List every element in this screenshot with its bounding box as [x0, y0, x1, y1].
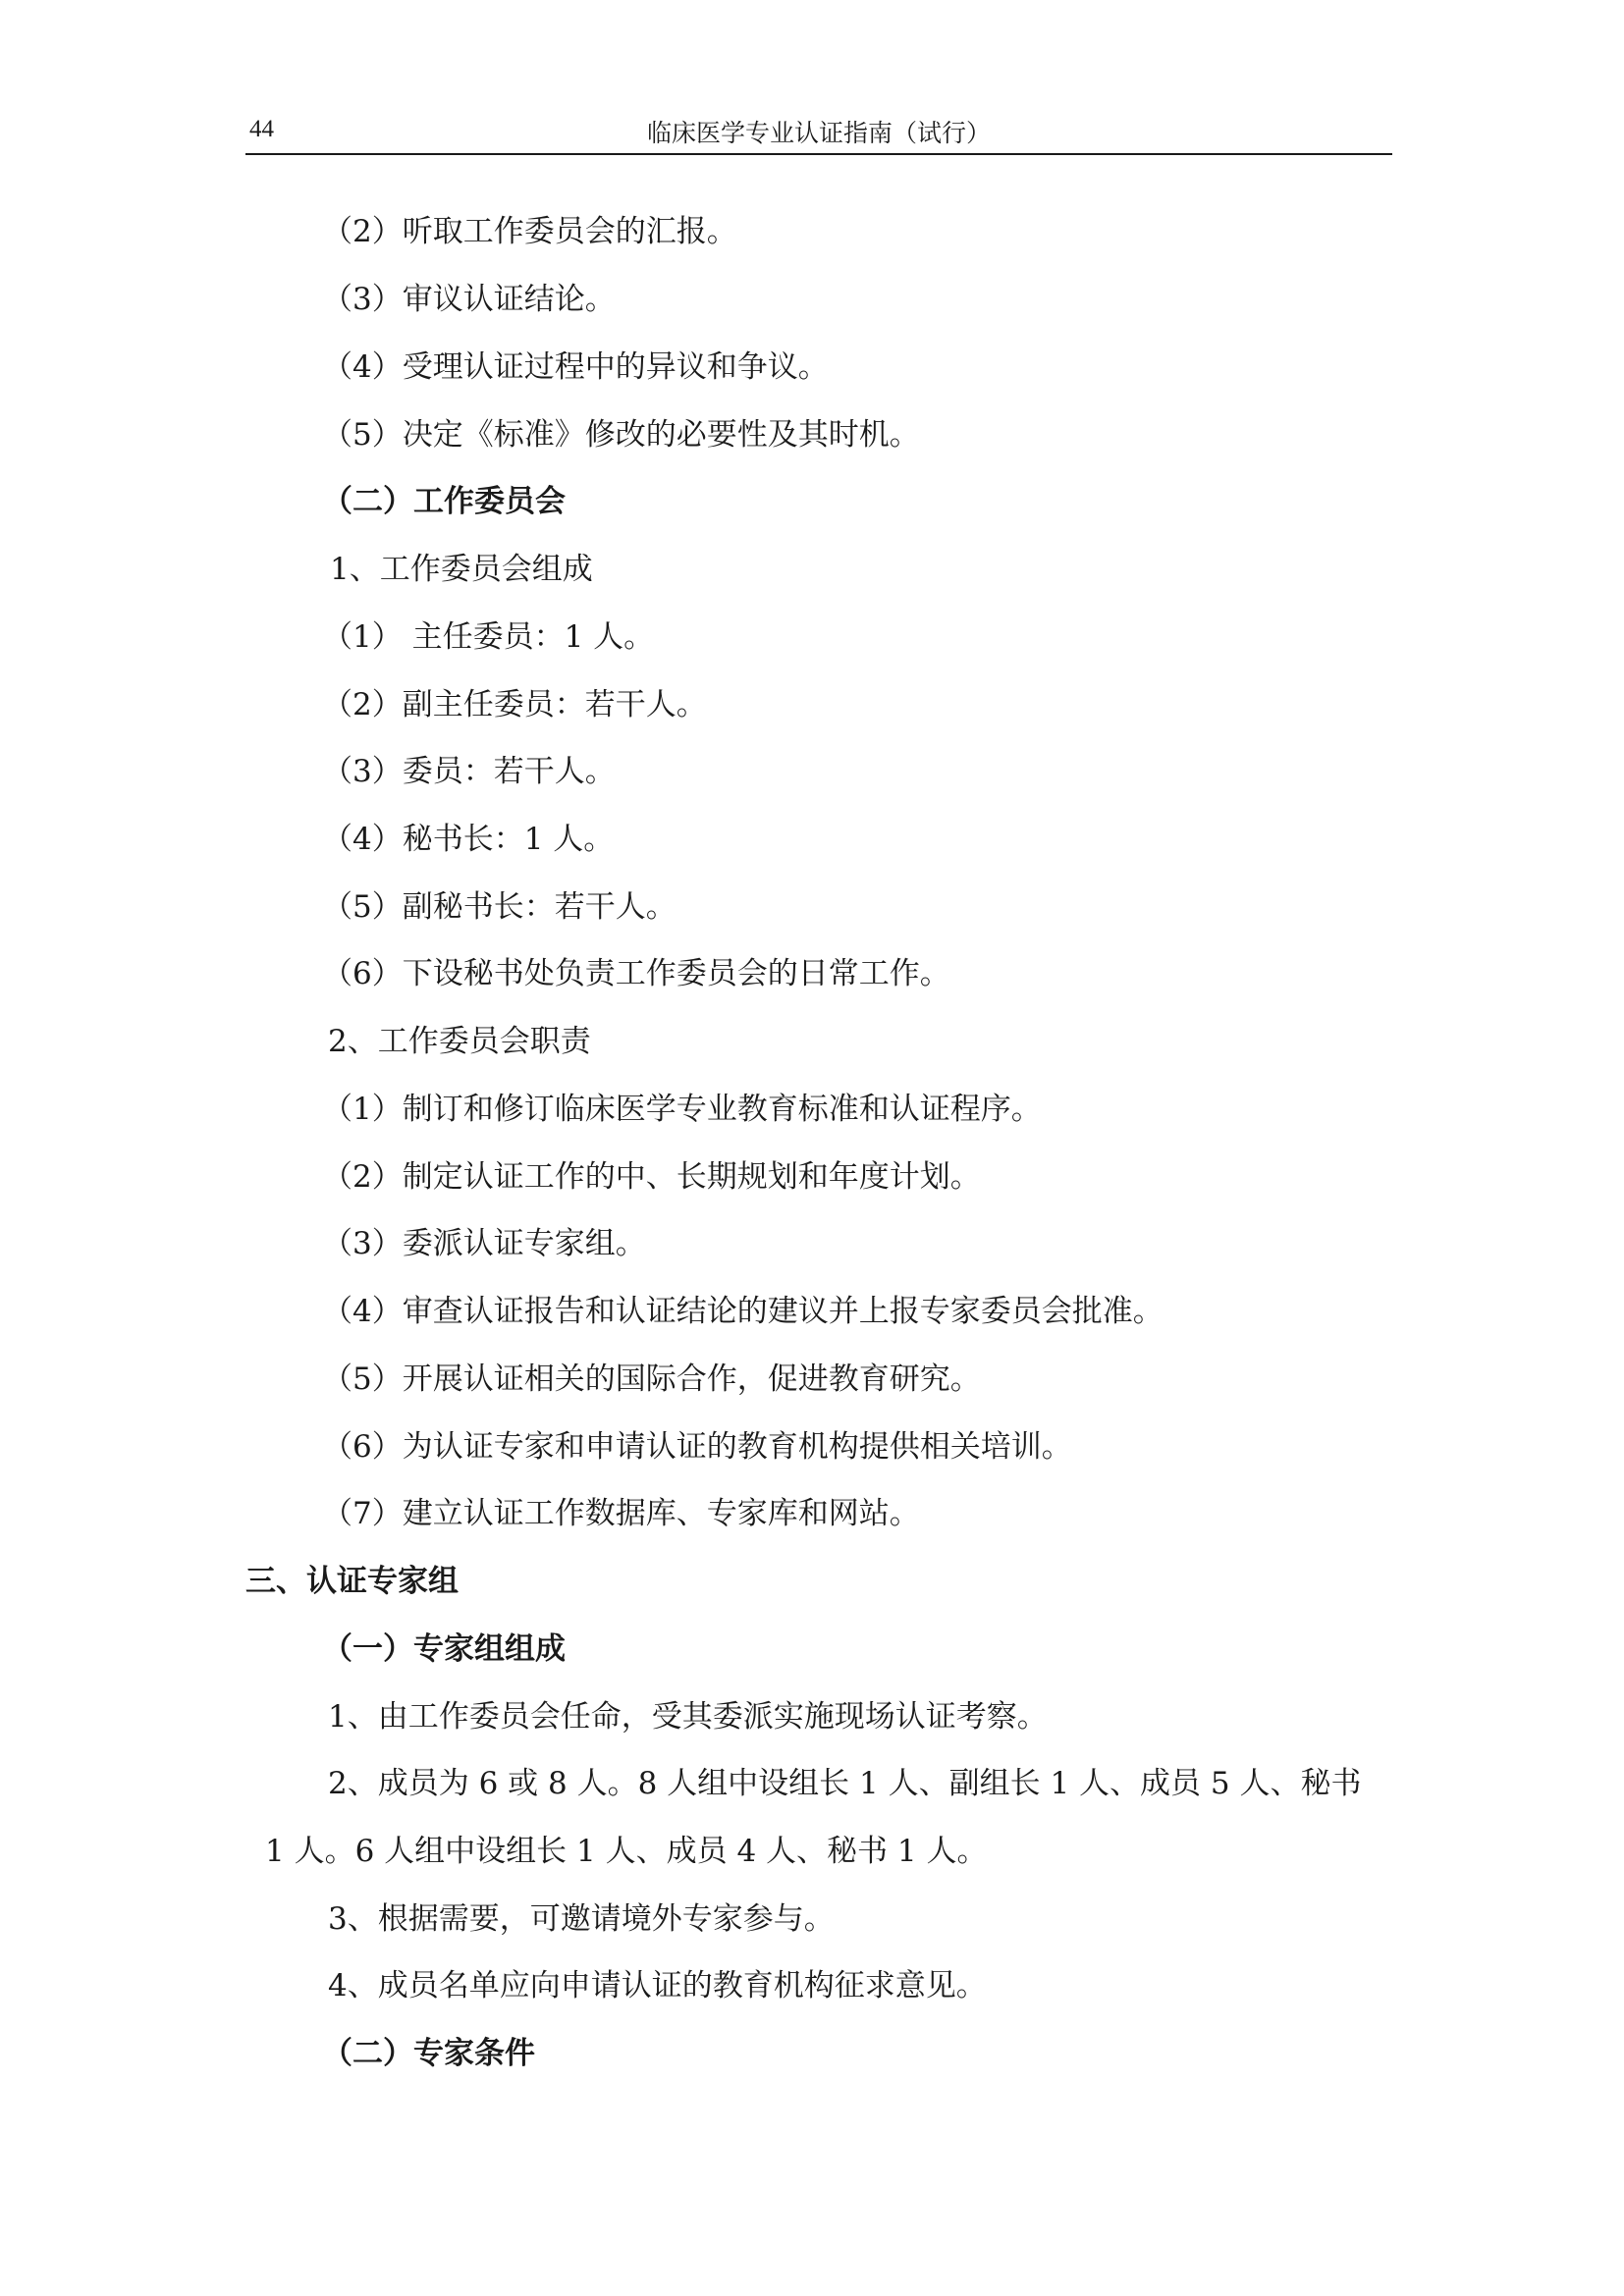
paragraph-line: （3）委派认证专家组。 — [322, 1226, 646, 1261]
paragraph-line: （5）决定《标准》修改的必要性及其时机。 — [322, 417, 920, 453]
paragraph-line: （5）开展认证相关的国际合作，促进教育研究。 — [322, 1362, 981, 1397]
paragraph-line: 2、成员为 6 或 8 人。8 人组中设组长 1 人、副组长 1 人、成员 5 人、秘书 — [328, 1766, 1362, 1801]
paragraph-line: 1 人。6 人组中设组长 1 人、成员 4 人、秘书 1 人。 — [265, 1834, 988, 1869]
page-number: 44 — [249, 116, 274, 142]
paragraph-line: 2、工作委员会职责 — [328, 1024, 591, 1059]
paragraph-line: （6）下设秘书处负责工作委员会的日常工作。 — [322, 956, 950, 991]
paragraph-line: （1）制订和修订临床医学专业教育标准和认证程序。 — [322, 1092, 1042, 1127]
paragraph-line: （2）听取工作委员会的汇报。 — [322, 214, 737, 249]
section-heading: （一）专家组组成 — [322, 1631, 566, 1667]
paragraph-line: （4）审查认证报告和认证结论的建议并上报专家委员会批准。 — [322, 1294, 1164, 1329]
paragraph-line: （5）副秘书长：若干人。 — [322, 889, 677, 925]
paragraph-line: （3）委员：若干人。 — [322, 754, 616, 789]
paragraph-line: （3）审议认证结论。 — [322, 282, 616, 317]
paragraph-line: （6）为认证专家和申请认证的教育机构提供相关培训。 — [322, 1429, 1072, 1465]
running-title: 临床医学专业认证指南（试行） — [646, 119, 991, 147]
page-header — [245, 110, 1392, 155]
paragraph-line: 3、根据需要，可邀请境外专家参与。 — [328, 1901, 835, 1937]
paragraph-line: 4、成员名单应向申请认证的教育机构征求意见。 — [328, 1968, 987, 2003]
paragraph-line: （4）秘书长：1 人。 — [322, 822, 615, 857]
paragraph-line: （1） 主任委员：1 人。 — [322, 619, 655, 655]
paragraph-line: （2）制定认证工作的中、长期规划和年度计划。 — [322, 1159, 981, 1195]
paragraph-line: 1、由工作委员会任命，受其委派实施现场认证考察。 — [328, 1699, 1048, 1735]
paragraph-line: （7）建立认证工作数据库、专家库和网站。 — [322, 1496, 920, 1531]
section-heading: （二）专家条件 — [322, 2036, 535, 2071]
paragraph-line: （2）副主任委员：若干人。 — [322, 687, 707, 722]
paragraph-line: 1、工作委员会组成 — [330, 552, 593, 587]
section-heading: （二）工作委员会 — [322, 484, 566, 519]
paragraph-line: （4）受理认证过程中的异议和争议。 — [322, 349, 829, 385]
chapter-heading: 三、认证专家组 — [245, 1564, 459, 1599]
